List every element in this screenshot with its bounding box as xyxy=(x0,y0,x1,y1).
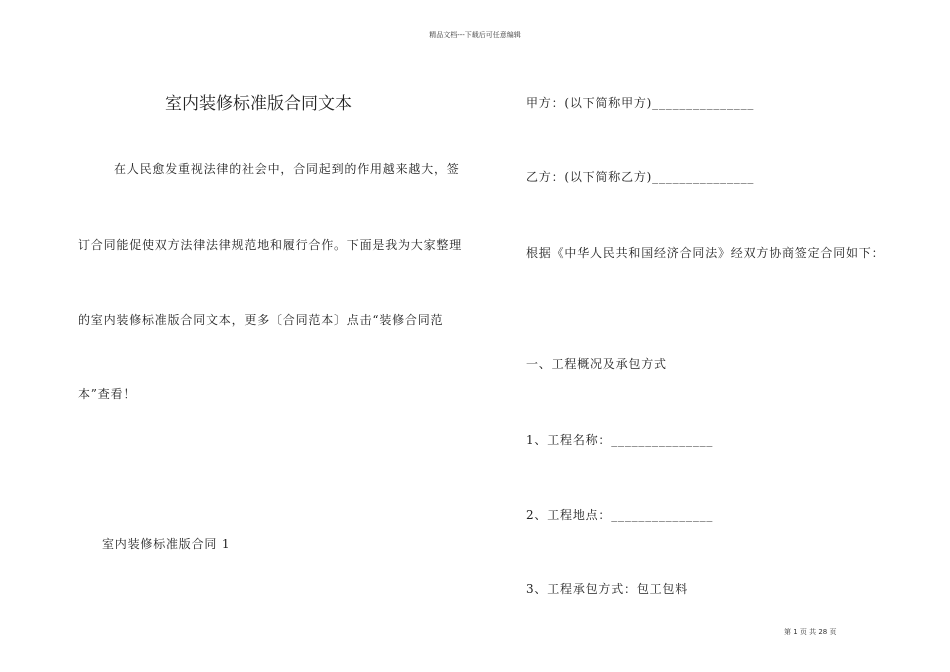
intro-line-1: 在人民愈发重视法律的社会中，合同起到的作用越来越大，签 xyxy=(114,162,460,176)
legal-basis-line: 根据《中华人民共和国经济合同法》经双方协商签定合同如下： xyxy=(526,246,885,260)
project-location-line: 2、工程地点：_______________ xyxy=(526,508,714,522)
contract-subheading: 室内装修标准版合同 1 xyxy=(102,537,231,551)
intro-line-3: 的室内装修标准版合同文本，更多〔合同范本〕点击“装修合同范 xyxy=(78,313,444,327)
intro-line-2: 订合同能促使双方法律法律规范地和履行合作。下面是我为大家整理 xyxy=(78,238,463,252)
document-title: 室内装修标准版合同文本 xyxy=(165,94,352,114)
party-b-line: 乙方：(以下简称乙方)_______________ xyxy=(526,170,755,184)
intro-line-4: 本”查看！ xyxy=(78,387,137,401)
page-number-note: 第 1 页 共 28 页 xyxy=(784,628,837,636)
section-one-heading: 一、工程概况及承包方式 xyxy=(526,357,667,371)
header-note: 精品文档---下载后可任意编辑 xyxy=(429,31,521,39)
project-name-line: 1、工程名称：_______________ xyxy=(526,433,714,447)
party-a-line: 甲方：(以下简称甲方)_______________ xyxy=(526,96,755,110)
contract-method-line: 3、工程承包方式：包工包料 xyxy=(526,582,689,596)
